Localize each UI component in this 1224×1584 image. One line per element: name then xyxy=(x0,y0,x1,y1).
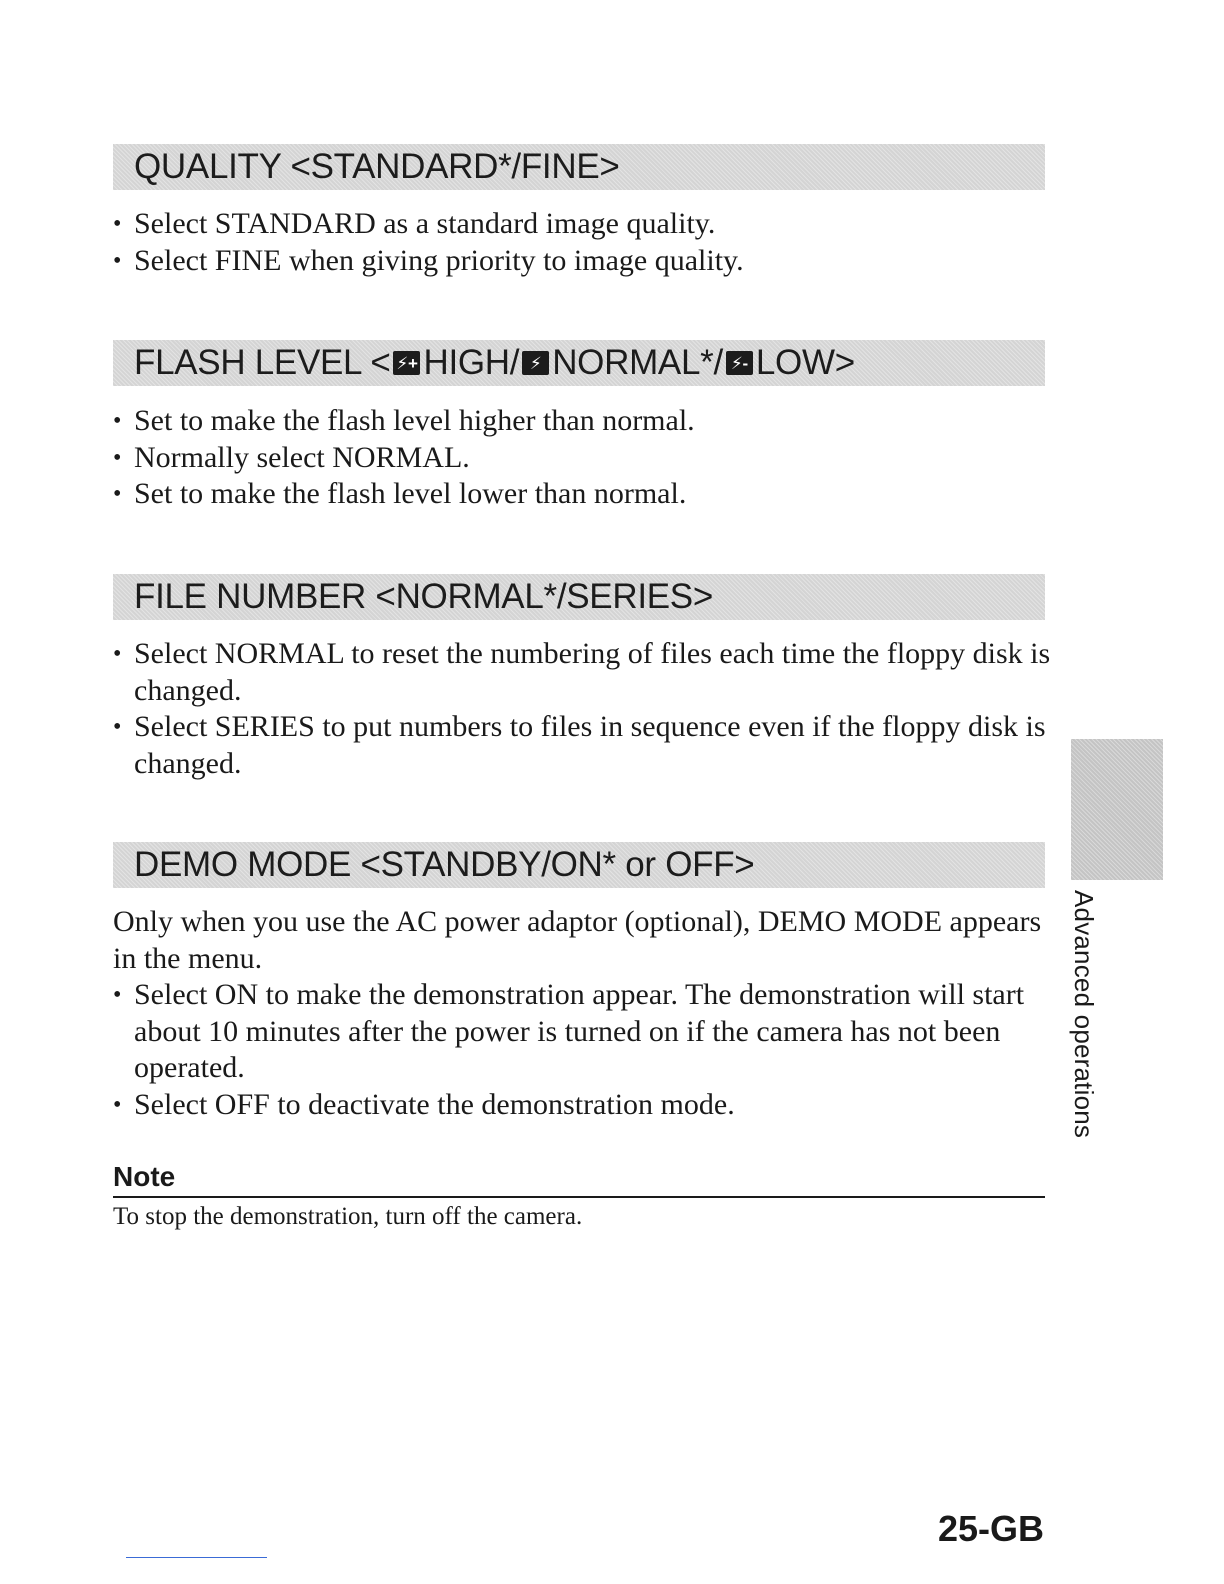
quality-bullet-list xyxy=(113,206,1053,279)
list-item: • Select SERIES to put numbers to files in sequence even if the floppy disk is changed. xyxy=(113,709,1053,782)
list-item: • Set to make the flash level lower than normal. xyxy=(113,476,1053,513)
flash-normal-label: NORMAL*/ xyxy=(552,343,723,382)
file-number-section-header xyxy=(113,574,1045,620)
demo-mode-bullet-list xyxy=(113,977,1053,1123)
flash-high-icon: ⚡+ xyxy=(393,351,420,375)
page-number: 25-GB xyxy=(937,1508,1044,1549)
flash-low-icon: ⚡- xyxy=(726,351,753,375)
flash-level-bullet-list xyxy=(113,403,1053,513)
list-item: • Select OFF to deactivate the demonstration mode. xyxy=(113,1087,1053,1124)
list-item: • Set to make the flash level higher than normal. xyxy=(113,403,1053,440)
file-number-title: FILE NUMBER <NORMAL*/SERIES> xyxy=(134,577,713,616)
flash-high-label: HIGH/ xyxy=(423,343,520,382)
list-item: • Select STANDARD as a standard image quality. xyxy=(113,206,1053,243)
chapter-tab-label: Advanced operations xyxy=(1069,890,1099,1139)
list-item: • Select FINE when giving priority to image quality. xyxy=(113,243,1053,280)
quality-title: QUALITY <STANDARD*/FINE> xyxy=(134,147,620,186)
file-number-bullet-list xyxy=(113,636,1053,782)
demo-mode-title: DEMO MODE <STANDBY/ON* or OFF> xyxy=(134,845,755,884)
demo-mode-section-header xyxy=(113,842,1045,888)
flash-level-title xyxy=(134,343,855,383)
footer-divider xyxy=(126,1557,267,1558)
list-item: • Normally select NORMAL. xyxy=(113,440,1053,477)
list-item: • Select NORMAL to reset the numbering of files each time the floppy disk is changed. xyxy=(113,636,1053,709)
flash-normal-icon: ⚡ xyxy=(522,351,549,375)
flash-low-label: LOW> xyxy=(755,343,855,382)
note-heading: Note xyxy=(113,1161,176,1192)
chapter-thumb-tab xyxy=(1071,739,1163,880)
flash-level-section-header xyxy=(113,340,1045,386)
flash-level-title-prefix: FLASH LEVEL < xyxy=(134,343,391,382)
list-item: • Select ON to make the demonstration appear. The demonstration will start about 10 minutes after the power is turned on if the camera has not been operated. xyxy=(113,977,1053,1087)
quality-section-header xyxy=(113,144,1045,190)
note-divider xyxy=(113,1196,1045,1198)
note-text: To stop the demonstration, turn off the camera. xyxy=(113,1203,583,1230)
demo-mode-intro: Only when you use the AC power adaptor (optional), DEMO MODE appears in the menu. xyxy=(113,905,1042,975)
